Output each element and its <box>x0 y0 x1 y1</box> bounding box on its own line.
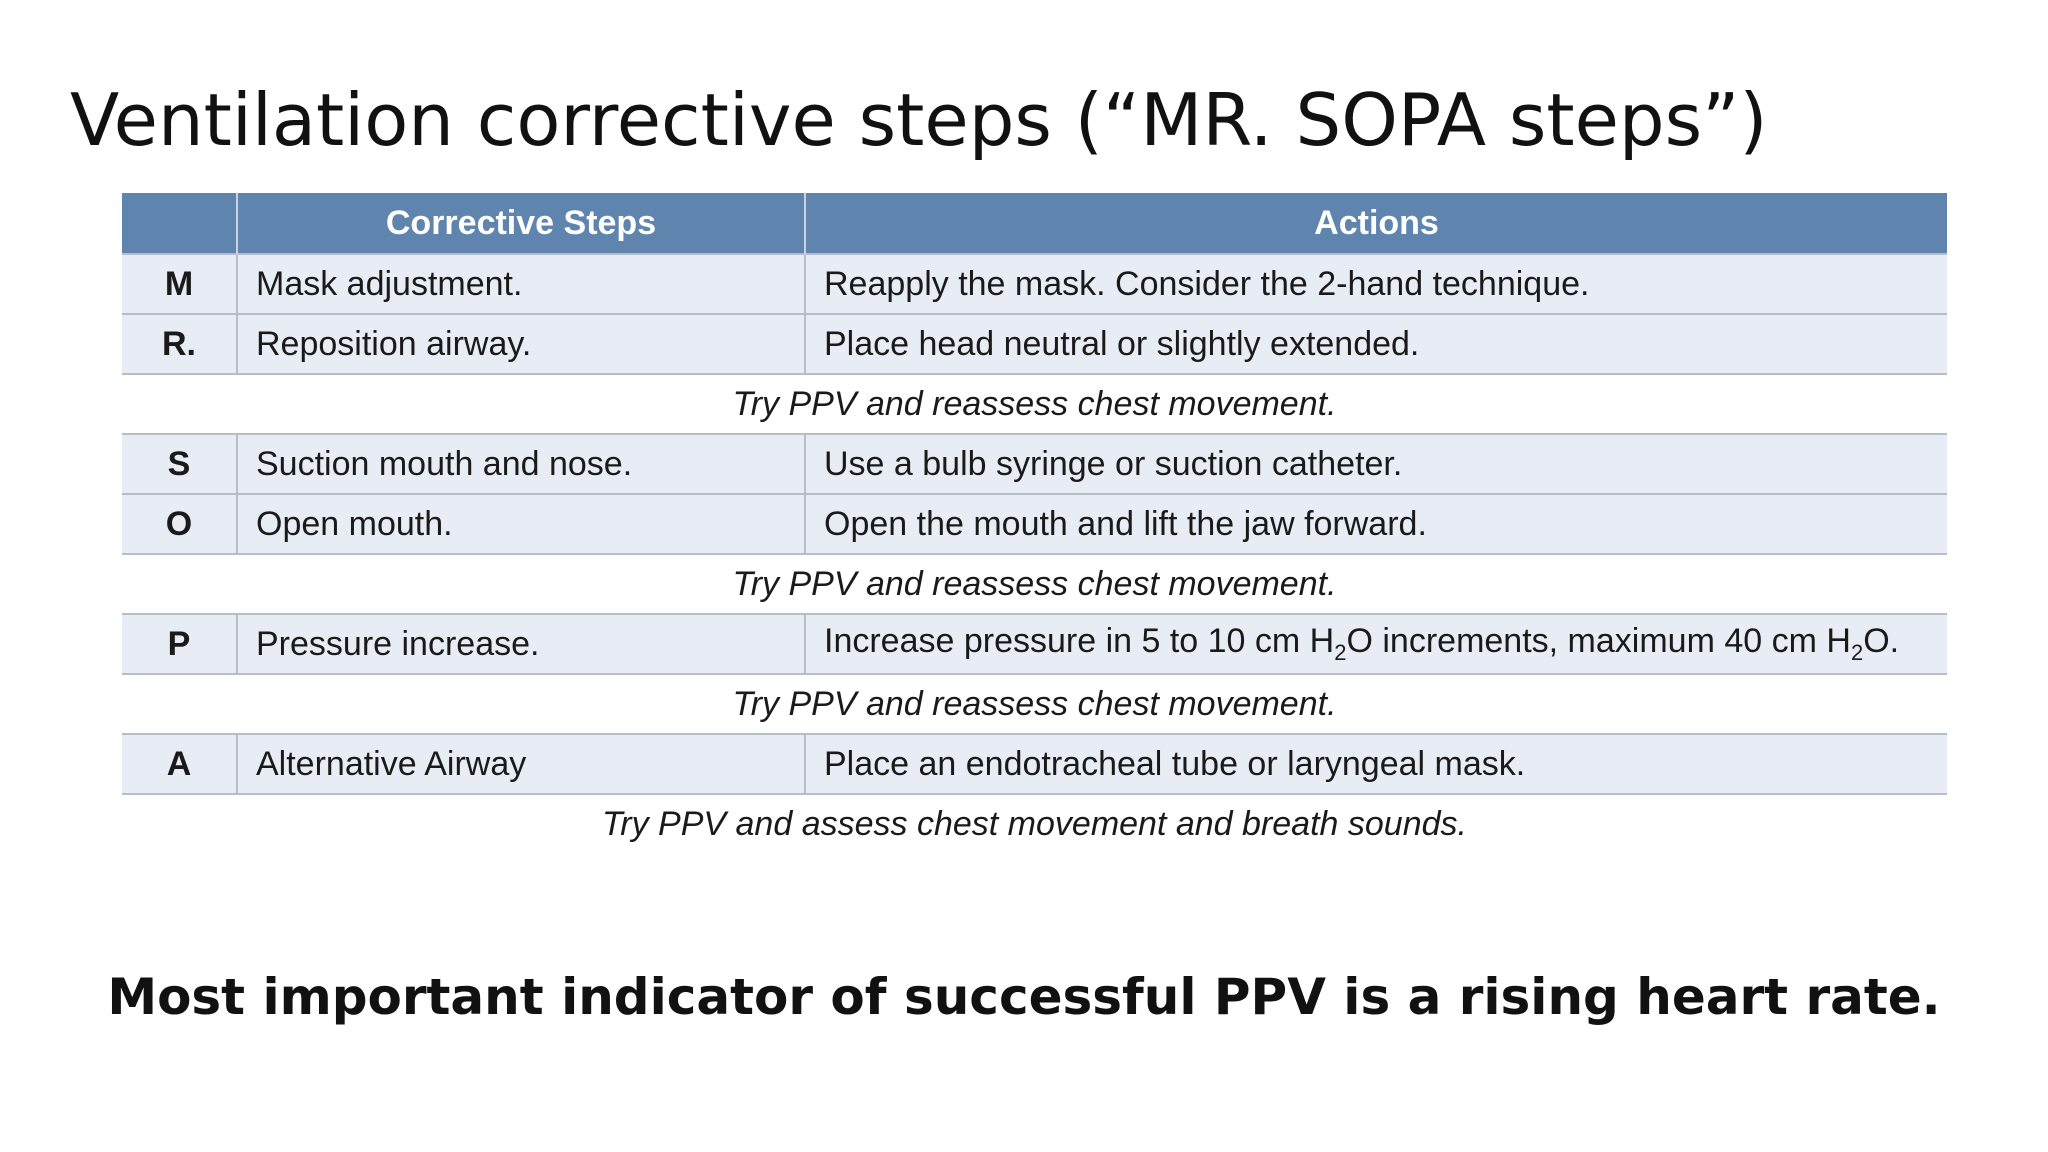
subscript: 2 <box>1334 639 1347 665</box>
step-letter: R. <box>122 314 237 374</box>
step-name: Pressure increase. <box>237 614 805 674</box>
table-row <box>122 254 1947 314</box>
step-letter: O <box>122 494 237 554</box>
step-action: Place an endotracheal tube or laryngeal mask. <box>805 734 1947 794</box>
table-header-row <box>122 193 1947 254</box>
step-name: Suction mouth and nose. <box>237 434 805 494</box>
step-letter: P <box>122 614 237 674</box>
table-row <box>122 434 1947 494</box>
subscript: 2 <box>1850 639 1864 665</box>
corrective-steps-table-container <box>122 193 1947 853</box>
step-letter: M <box>122 254 237 314</box>
corrective-steps-table <box>122 193 1947 853</box>
step-action: Reapply the mask. Consider the 2-hand technique. <box>805 254 1947 314</box>
table-note-row <box>122 674 1947 734</box>
header-letter <box>122 193 237 254</box>
reassess-note: Try PPV and reassess chest movement. <box>122 674 1947 734</box>
reassess-note: Try PPV and reassess chest movement. <box>122 554 1947 614</box>
step-name: Mask adjustment. <box>237 254 805 314</box>
table-row <box>122 734 1947 794</box>
action-text: O increments, maximum 40 cm H <box>1346 622 1851 661</box>
key-indicator-note: Most important indicator of successful PPV is a rising heart rate. <box>107 968 1941 1026</box>
slide-title: Ventilation corrective steps (“MR. SOPA steps”) <box>70 78 1768 162</box>
table-note-row <box>122 554 1947 614</box>
header-corrective-steps: Corrective Steps <box>237 193 805 254</box>
action-text: O. <box>1863 622 1900 661</box>
step-name: Alternative Airway <box>237 734 805 794</box>
step-name: Open mouth. <box>237 494 805 554</box>
step-letter: S <box>122 434 237 494</box>
table-note-row <box>122 374 1947 434</box>
reassess-note: Try PPV and assess chest movement and breath sounds. <box>122 794 1947 853</box>
step-action: Place head neutral or slightly extended. <box>805 314 1947 374</box>
table-row <box>122 614 1947 674</box>
step-action <box>805 614 1947 674</box>
table-row <box>122 494 1947 554</box>
header-actions: Actions <box>805 193 1947 254</box>
action-text: Increase pressure in 5 to 10 cm H <box>824 622 1335 661</box>
step-action: Use a bulb syringe or suction catheter. <box>805 434 1947 494</box>
table-note-row <box>122 794 1947 853</box>
table-row <box>122 314 1947 374</box>
step-name: Reposition airway. <box>237 314 805 374</box>
reassess-note: Try PPV and reassess chest movement. <box>122 374 1947 434</box>
step-letter: A <box>122 734 237 794</box>
step-action: Open the mouth and lift the jaw forward. <box>805 494 1947 554</box>
